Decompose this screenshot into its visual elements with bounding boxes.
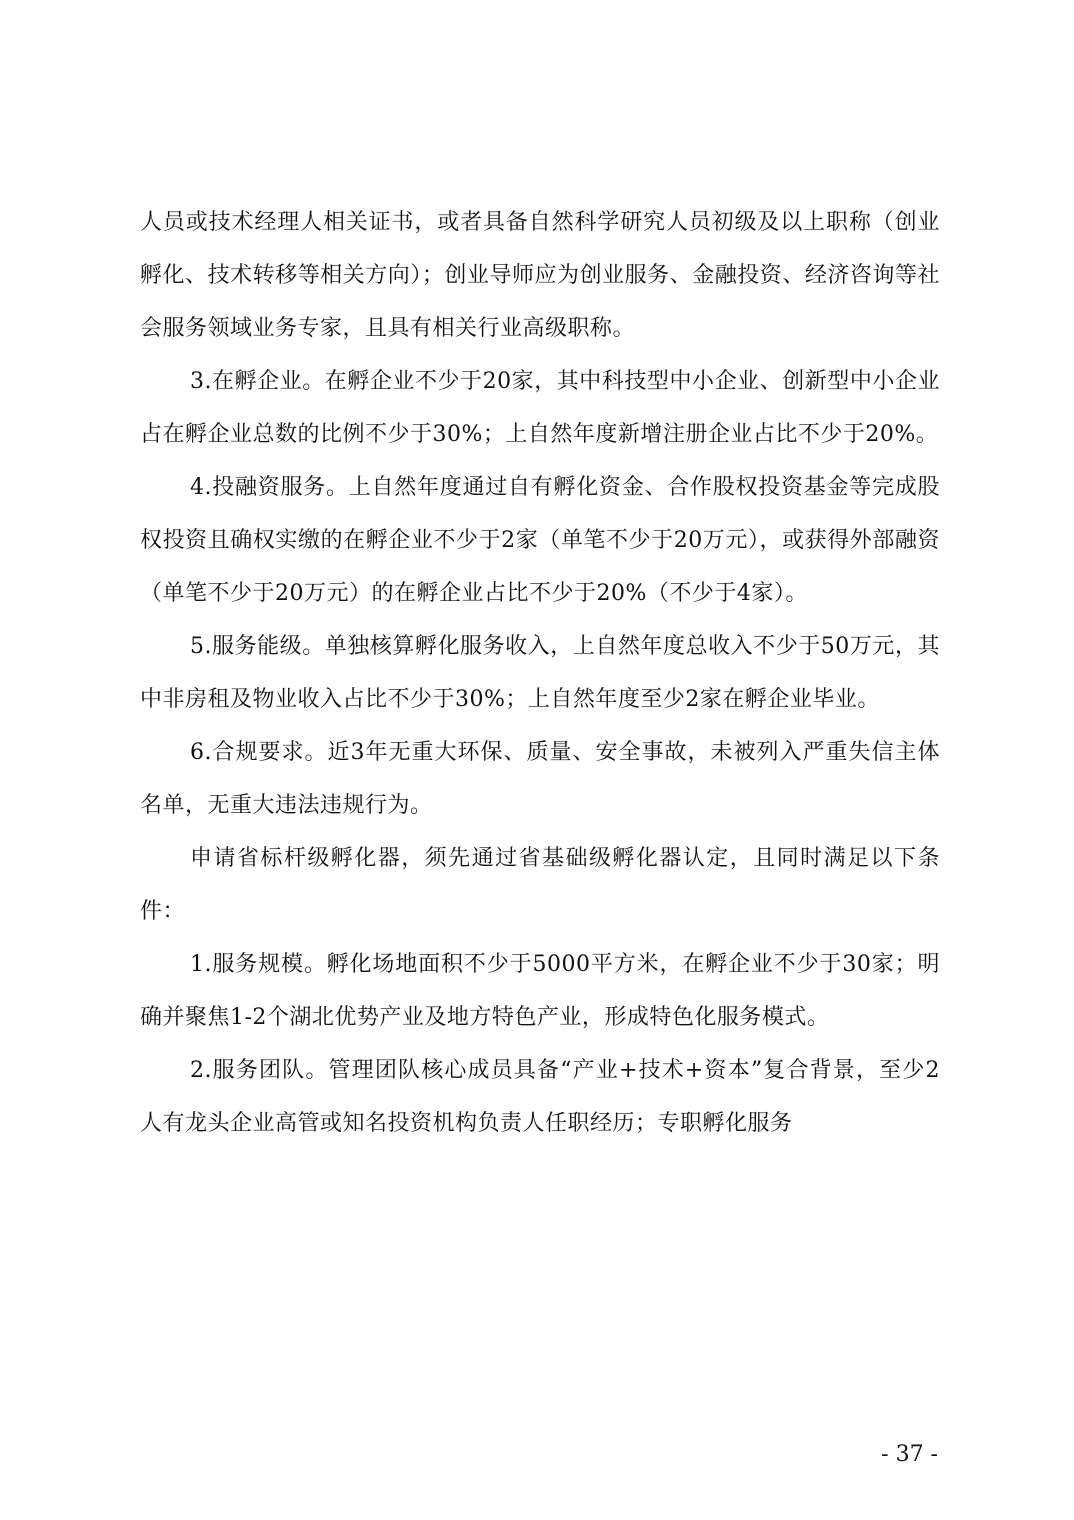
paragraph-item-3-incubated-enterprises: 3.在孵企业。在孵企业不少于20家，其中科技型中小企业、创新型中小企业占在孵企业总数的比例不少于30%；上自然年度新增注册企业占比不少于20%。: [140, 369, 940, 447]
paragraph-item-5-service-level: 5.服务能级。单独核算孵化服务收入，上自然年度总收入不少于50万元，其中非房租及物业收入占比不少于30%；上自然年度至少2家在孵企业毕业。: [140, 634, 940, 712]
paragraph-item-4-investment-financing: 4.投融资服务。上自然年度通过自有孵化资金、合作股权投资基金等完成股权投资且确权实缴的在孵企业不少于2家（单笔不少于20万元），或获得外部融资（单笔不少于20万元）的在孵企业占比不少于20%（不少于4家）。: [140, 475, 940, 606]
paragraph-item-2-service-team: 2.服务团队。管理团队核心成员具备“产业+技术+资本”复合背景，至少2人有龙头企业高管或知名投资机构负责人任职经历；专职孵化服务: [140, 1058, 940, 1136]
paragraph-benchmark-intro: 申请省标杆级孵化器，须先通过省基础级孵化器认定，且同时满足以下条件：: [140, 846, 940, 924]
document-body: [140, 196, 940, 1150]
paragraph-item-1-service-scale: 1.服务规模。孵化场地面积不少于5000平方米，在孵企业不少于30家；明确并聚焦1-2个湖北优势产业及地方特色产业，形成特色化服务模式。: [140, 952, 940, 1030]
page-number: - 37 -: [881, 1442, 938, 1467]
paragraph-item-6-compliance: 6.合规要求。近3年无重大环保、质量、安全事故，未被列入严重失信主体名单，无重大违法违规行为。: [140, 740, 940, 818]
paragraph-continuation: 人员或技术经理人相关证书，或者具备自然科学研究人员初级及以上职称（创业孵化、技术转移等相关方向）；创业导师应为创业服务、金融投资、经济咨询等社会服务领域业务专家，且具有相关行业高级职称。: [140, 210, 940, 341]
